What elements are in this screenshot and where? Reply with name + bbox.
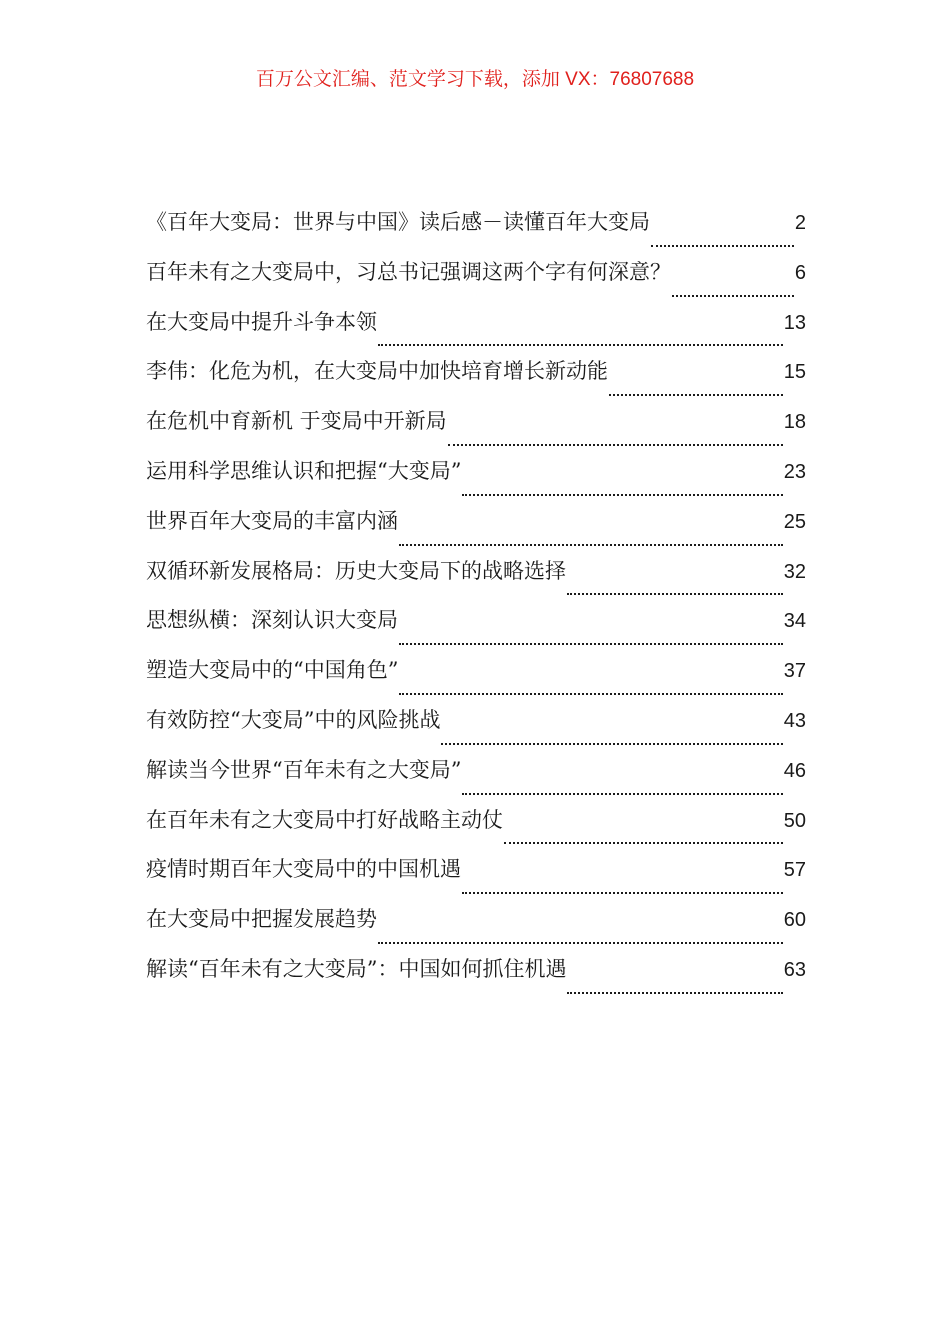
toc-entry[interactable] [146,953,806,1003]
toc-entry-page: 34 [783,610,806,633]
toc-entry[interactable] [146,654,806,704]
toc-entry-title: 百年未有之大变局中，习总书记强调这两个字有何深意？ [146,259,671,284]
toc-entry-title: 《百年大变局：世界与中国》读后感－读懂百年大变局 [146,210,650,234]
toc-entry[interactable] [146,604,806,654]
toc-entry-title: 在百年未有之大变局中打好战略主动仗 [146,807,503,832]
toc-entry[interactable] [146,256,806,306]
toc-entry-title: 在大变局中提升斗争本领 [146,309,377,334]
toc-leader-dots [651,245,794,247]
toc-entry[interactable] [146,853,806,903]
toc-entry-title: 在大变局中把握发展趋势 [146,907,377,932]
toc-entry-page: 37 [783,660,806,683]
toc-entry[interactable] [146,405,806,455]
toc-entry-title: 解读“百年未有之大变局”：中国如何抓住机遇 [146,956,567,981]
toc-entry-page: 46 [783,759,806,782]
toc-leader-dots [462,892,783,894]
toc-entry-page: 15 [783,361,806,384]
toc-entry-page: 6 [794,261,806,284]
toc-entry-page: 18 [783,411,806,434]
toc-leader-dots [399,693,782,695]
toc-leader-dots [462,793,782,795]
toc-entry[interactable] [146,206,806,256]
toc-entry-title: 运用科学思维认识和把握“大变局” [146,458,462,483]
toc-entry-page: 57 [783,859,806,882]
toc-entry-title: 世界百年大变局的丰富内涵 [146,508,398,533]
toc-entry-title: 在危机中育新机 于变局中开新局 [146,409,447,434]
toc-leader-dots [672,295,794,297]
toc-entry-page: 23 [783,460,806,483]
toc-entry-title: 李伟：化危为机，在大变局中加快培育增长新动能 [146,359,608,384]
toc-leader-dots [378,344,783,346]
toc-leader-dots [504,842,783,844]
toc-entry[interactable] [146,555,806,605]
toc-entry[interactable] [146,754,806,804]
toc-entry[interactable] [146,455,806,505]
toc-entry[interactable] [146,704,806,754]
toc-leader-dots [448,444,783,446]
toc-leader-dots [567,593,783,595]
header-watermark-text: 百万公文汇编、范文学习下载，添加 VX：76807688 [255,69,695,90]
toc-entry-page: 32 [783,560,806,583]
toc-entry[interactable] [146,505,806,555]
toc-entry-title: 疫情时期百年大变局中的中国机遇 [146,857,461,882]
table-of-contents [146,206,806,1003]
toc-leader-dots [399,544,783,546]
toc-entry[interactable] [146,903,806,953]
toc-entry-title: 塑造大变局中的“中国角色” [146,658,399,683]
toc-entry-page: 2 [794,212,806,234]
toc-leader-dots [399,643,783,645]
toc-entry[interactable] [146,306,806,356]
toc-entry[interactable] [146,355,806,405]
toc-entry-page: 50 [783,809,806,832]
toc-leader-dots [462,494,782,496]
toc-entry-page: 60 [783,909,806,932]
toc-leader-dots [441,743,782,745]
toc-entry-page: 63 [783,958,806,981]
toc-entry-title: 思想纵横：深刻认识大变局 [146,608,398,633]
toc-entry-title: 双循环新发展格局：历史大变局下的战略选择 [146,558,566,583]
toc-leader-dots [567,992,782,994]
toc-entry-page: 13 [783,311,806,334]
toc-entry-page: 25 [783,510,806,533]
toc-entry[interactable] [146,804,806,854]
toc-leader-dots [378,942,783,944]
toc-entry-page: 43 [783,709,806,732]
toc-entry-title: 解读当今世界“百年未有之大变局” [146,757,462,782]
toc-leader-dots [609,394,783,396]
toc-entry-title: 有效防控“大变局”中的风险挑战 [146,707,441,732]
